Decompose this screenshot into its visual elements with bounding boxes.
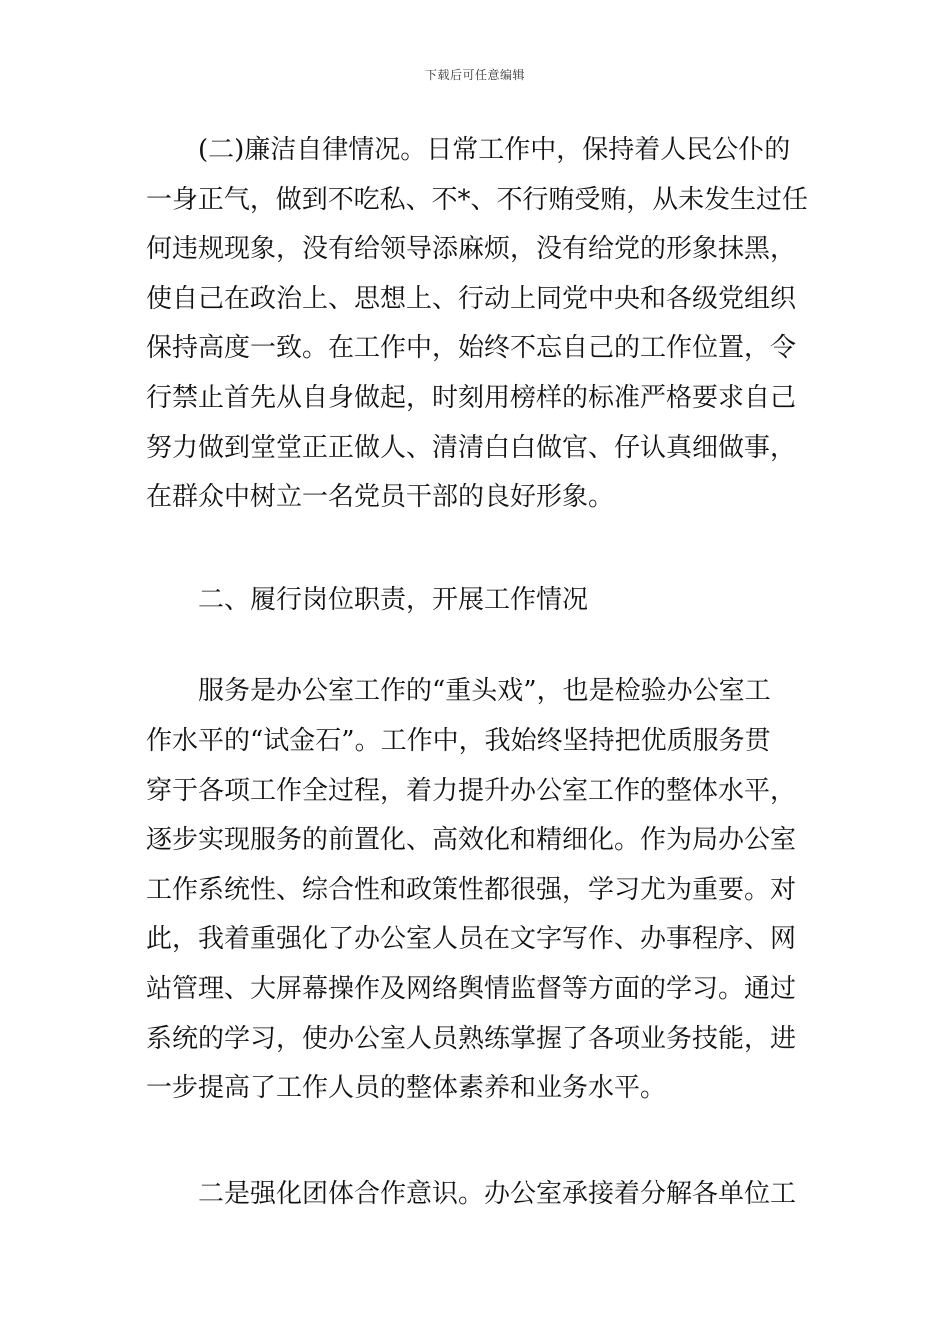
document-body [146, 126, 808, 1219]
text-line: 努力做到堂堂正正做人、清清白白做官、仔认真细做事， [146, 432, 797, 463]
text-line: 作水平的“试金石”。工作中，我始终坚持把优质服务贯 [146, 725, 771, 756]
text-line: 站管理、大屏幕操作及网络舆情监督等方面的学习。通过 [146, 973, 797, 1004]
text-line: (二)廉洁自律情况。日常工作中，保持着人民公仆的 [198, 135, 791, 165]
section-heading [146, 576, 808, 626]
text-line: 在群众中树立一名党员干部的良好形象。 [146, 482, 615, 513]
paragraph-integrity-self-discipline [146, 126, 808, 523]
text-line: 逐步实现服务的前置化、高效化和精细化。作为局办公室 [146, 825, 797, 856]
text-line: 工作系统性、综合性和政策性都很强，学习尤为重要。对 [146, 874, 797, 905]
text-line: 保持高度一致。在工作中，始终不忘自己的工作位置，令 [146, 333, 797, 364]
section-heading-text: 二、履行岗位职责，开展工作情况 [198, 584, 589, 615]
text-line: 一身正气，做到不吃私、不*、不行贿受贿，从未发生过任 [146, 184, 808, 215]
text-line: 行禁止首先从自身做起，时刻用榜样的标准严格要求自己 [146, 382, 797, 413]
paragraph-service-quality [146, 667, 808, 1113]
text-line: 穿于各项工作全过程，着力提升办公室工作的整体水平， [146, 775, 797, 806]
page-header-note: 下载后可任意编辑 [424, 68, 525, 82]
text-line: 服务是办公室工作的“重头戏”，也是检验办公室工 [198, 676, 771, 707]
text-line: 系统的学习，使办公室人员熟练掌握了各项业务技能，进 [146, 1023, 797, 1054]
text-line: 一步提高了工作人员的整体素养和业务水平。 [146, 1073, 667, 1104]
paragraph-teamwork [146, 1170, 808, 1220]
text-line: 何违规现象，没有给领导添麻烦，没有给党的形象抹黑， [146, 234, 797, 265]
text-line: 二是强化团体合作意识。办公室承接着分解各单位工 [198, 1178, 797, 1209]
text-line: 此，我着重强化了办公室人员在文字写作、办事程序、网 [146, 924, 797, 955]
text-line: 使自己在政治上、思想上、行动上同党中央和各级党组织 [146, 283, 797, 314]
